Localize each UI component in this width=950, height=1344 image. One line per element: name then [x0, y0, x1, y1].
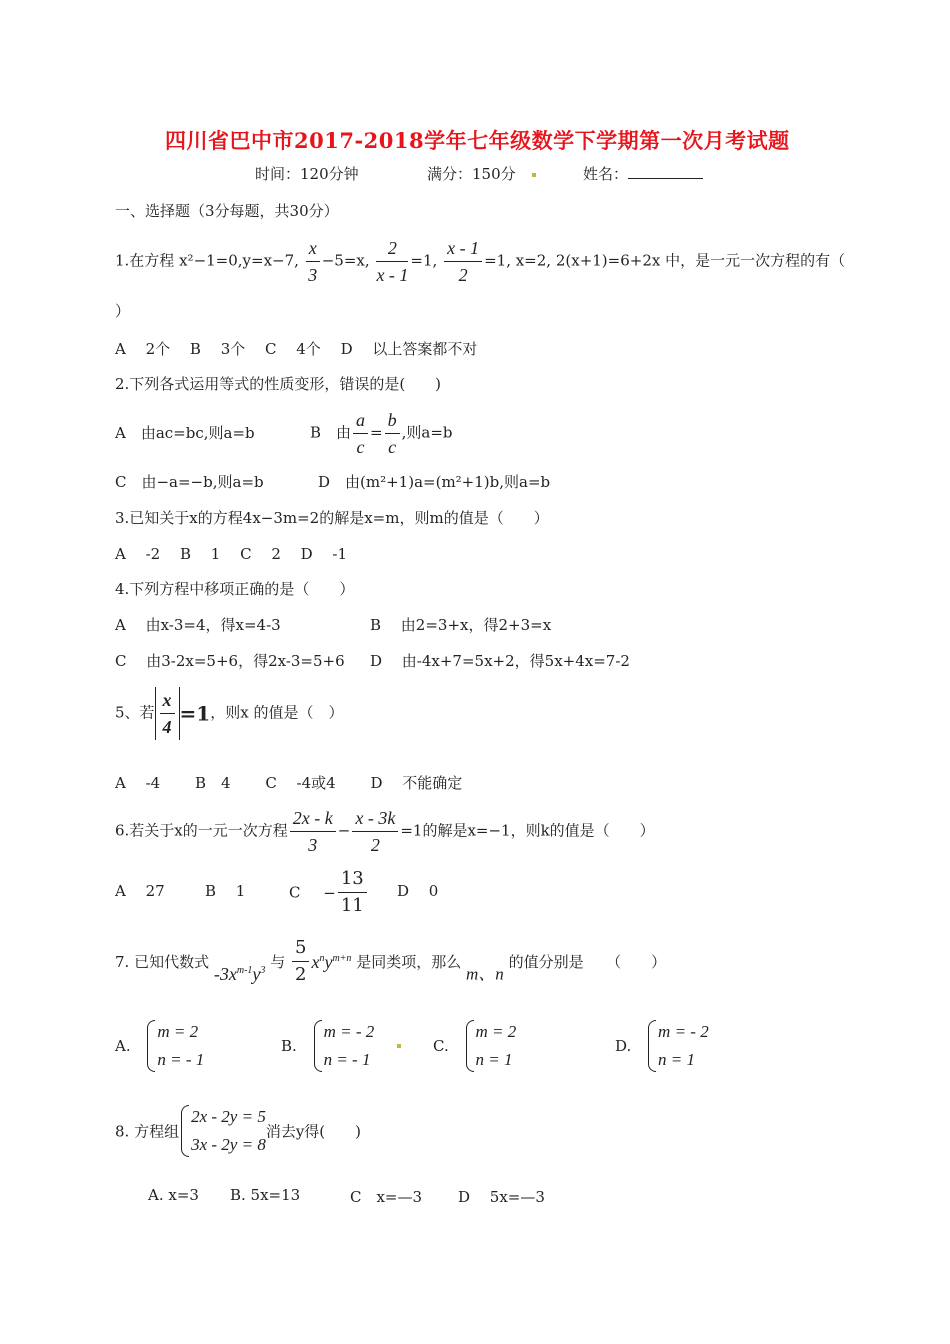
question-2-option-d: D 由(m²+1)a=(m²+1)b,则a=b	[318, 473, 551, 491]
score-info: 满分：150分	[427, 163, 538, 184]
question-7-option-d: D. m = - 2 n = 1	[615, 1018, 709, 1074]
question-2-option-b: B 由 $\frac{a}{c}$ = $\frac{b}{c}$ ,则a=b	[310, 407, 453, 460]
question-8-option-d: D 5x=—3	[458, 1188, 545, 1206]
question-6-option-d: D 0	[397, 882, 439, 900]
question-1-options: A 2个 B 3个 C 4个 D 以上答案都不对	[115, 340, 478, 358]
question-4-option-c: C 由3-2x=5+6，得2x-3=5+6	[115, 652, 345, 670]
question-2-option-c: C 由−a=−b,则a=b	[115, 473, 264, 491]
name-field: 姓名：	[583, 163, 703, 184]
question-2: 2.下列各式运用等式的性质变形，错误的是( )	[115, 375, 442, 393]
page-title: 四川省巴中市2017-2018学年七年级数学下学期第一次月考试题	[165, 128, 790, 153]
question-3: 3.已知关于x的方程4x−3m=2的解是x=m，则m的值是（ ）	[115, 509, 549, 527]
question-8-option-c: C x=—3	[350, 1188, 423, 1206]
question-8-option-b: B. 5x=13	[230, 1186, 301, 1204]
question-6-option-a: A 27	[115, 882, 165, 900]
question-4-option-d: D 由-4x+7=5x+2，得5x+4x=7-2	[370, 652, 630, 670]
question-3-options: A -2 B 1 C 2 D -1	[115, 545, 348, 563]
question-6-option-c: C − $\frac{13}{11}$	[289, 866, 369, 919]
question-2-option-a: A 由ac=bc,则a=b	[115, 424, 255, 442]
time-info: 时间：120分钟	[255, 165, 359, 183]
question-6: 6.若关于x的一元一次方程 $\frac{2x - k}{3}$ − $\frac{x - 3k}{2}$ =1的解是x=−1，则k的值是（ ）	[115, 805, 655, 858]
question-1: 1.在方程 x²−1=0,y=x−7, $\frac{x}{3}$ −5=x, $\frac{2}{x - 1}$ =1, $\frac{x - 1}{2}$ =1, x=2, 2(x+1)=6+2x 中，是一元一次方程的有（	[115, 235, 845, 288]
question-7-option-b: B. m = - 2 n = - 1	[281, 1018, 403, 1074]
section-heading: 一、选择题（3分每题，共30分）	[115, 202, 339, 220]
question-8: 8. 方程组 2x - 2y = 5 3x - 2y = 8 消去y得( )	[115, 1103, 361, 1159]
question-4-option-a: A 由x-3=4，得x=4-3	[115, 616, 281, 634]
question-7-option-c: C. m = 2 n = 1	[433, 1018, 516, 1074]
question-8-option-a: A. x=3	[148, 1186, 199, 1204]
question-7: 7. 已知代数式 $-3x^{m-1}y^3$ 与 $\frac{5}{2}$ $x^ny^{m+n}$ 是同类项，那么 m、n 的值分别是 （ ）	[115, 937, 667, 985]
question-5-options: A -4 B 4 C -4或4 D 不能确定	[115, 774, 463, 792]
question-4-option-b: B 由2=3+x，得2+3=x	[370, 616, 552, 634]
question-1-close: ）	[115, 302, 131, 320]
question-7-option-a: A. m = 2 n = - 1	[115, 1018, 204, 1074]
question-5: 5、若 $\frac{x}{4}$ =1，则x 的值是（ ）	[115, 687, 343, 740]
question-4: 4.下列方程中移项正确的是（ ）	[115, 580, 355, 598]
question-6-option-b: B 1	[205, 882, 246, 900]
